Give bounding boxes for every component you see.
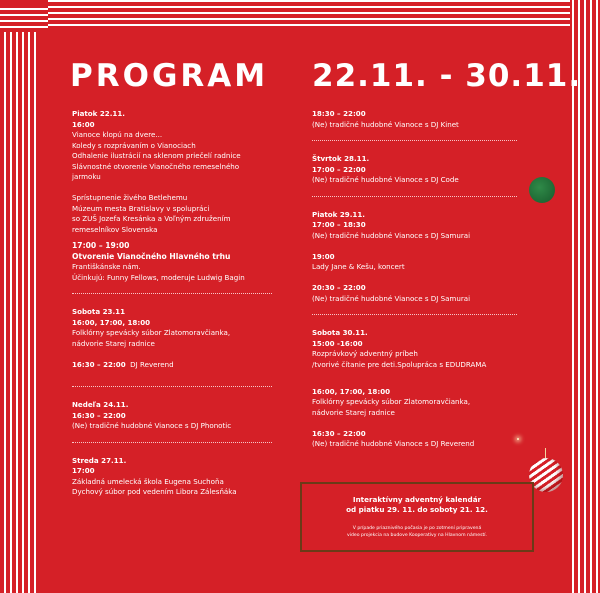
schedule-right-column — [312, 109, 532, 450]
event-line: Dychový súbor pod vedením Libora Zálesňáka — [72, 487, 237, 496]
date-range: 22.11. - 30.11. — [312, 58, 582, 94]
decor-stripe — [596, 0, 598, 593]
dotted-divider — [72, 386, 272, 388]
dotted-divider — [312, 140, 517, 142]
day-block-thu28 — [312, 154, 532, 186]
event-line: Františkánske nám. — [72, 262, 141, 271]
day-heading: Piatok 22.11. — [72, 109, 126, 118]
event-line: remeselníkov Slovenska — [72, 224, 158, 234]
decor-stripe — [4, 32, 6, 593]
event-line — [72, 360, 290, 371]
event-line: Folklórny spevácky súbor Zlatomoravčianka, — [72, 328, 231, 337]
dotted-divider — [312, 314, 517, 316]
decor-stripe — [16, 32, 18, 593]
event-line: Účinkujú: Funny Fellows, moderuje Ludwig Bagin — [72, 272, 245, 282]
event-time: 17:00 – 22:00 — [312, 164, 366, 174]
event-line: (Ne) tradičné hudobné Vianoce s DJ Reverend — [312, 439, 475, 448]
dotted-divider — [72, 442, 272, 444]
striped-ornament-icon — [529, 458, 563, 492]
event-line: Folklórny spevácky súbor Zlatomoravčianka, — [312, 397, 471, 406]
event-line: /tvorivé čítanie pre deti.Spolupráca s EDUDRAMA — [312, 359, 487, 369]
decor-stripe — [0, 26, 48, 28]
event-line: Rozprávkový adventný príbeh — [312, 349, 418, 358]
event-line: nádvorie Starej radnice — [312, 407, 395, 417]
day-heading: Sobota 23.11 — [72, 307, 126, 316]
advent-calendar-box — [300, 482, 534, 552]
event-line: Sprístupnenie živého Betlehemu — [72, 193, 188, 202]
event-time: 16:30 – 22:00 — [72, 410, 126, 420]
day-heading: Štvrtok 28.11. — [312, 154, 370, 163]
decor-stripe — [0, 14, 48, 16]
calendar-heading-line1: Interaktívny adventný kalendár — [352, 495, 482, 504]
event-line: jarmoku — [72, 172, 101, 181]
calendar-heading-line2: od piatku 29. 11. do soboty 21. 12. — [346, 505, 488, 514]
event-time: 17:00 – 19:00 — [72, 241, 130, 250]
calendar-heading — [302, 495, 532, 515]
event-line: so ZUŠ Jozefa Kresánka a Voľným združením — [72, 214, 231, 223]
decor-stripe — [0, 20, 48, 22]
event-line: Lady Jane & Kešu, koncert — [312, 262, 405, 271]
dotted-divider — [312, 196, 517, 198]
event-time: 18:30 – 22:00 — [312, 109, 366, 118]
calendar-note-line2: video projekcia na budove Kooperatívy na Hlavnom námestí. — [347, 533, 487, 538]
decor-stripe — [584, 0, 586, 593]
event-time: 16:30 – 22:00 — [72, 359, 126, 369]
decor-stripe — [0, 8, 48, 10]
day-block-sat30 — [312, 328, 532, 450]
event-line: (Ne) tradičné hudobné Vianoce s DJ Code — [312, 175, 459, 184]
event-line: Múzeum mesta Bratislavy v spolupráci — [72, 203, 210, 213]
calendar-note — [302, 525, 532, 539]
dotted-divider — [72, 293, 272, 295]
event-time: 16:30 – 22:00 — [312, 428, 366, 438]
decor-stripe — [48, 18, 570, 20]
day-block-sun24 — [72, 400, 290, 432]
event-line: (Ne) tradičné hudobné Vianoce s DJ Samurai — [312, 293, 471, 303]
day-block-fri22 — [72, 109, 290, 283]
event-line: Odhalenie ilustrácií na sklenom priečelí radnice — [72, 151, 241, 160]
green-ornament-icon — [529, 177, 555, 203]
sparkle-icon — [517, 438, 519, 440]
event-text: DJ Reverend — [130, 359, 174, 369]
event-line: (Ne) tradičné hudobné Vianoce s DJ Phonotic — [72, 421, 232, 430]
calendar-note-line1: V prípade priaznivého počasia je po zotmení pripravená — [352, 526, 482, 531]
decor-stripe — [48, 0, 570, 2]
event-time: 16:00 — [72, 119, 95, 129]
event-line: (Ne) tradičné hudobné Vianoce s DJ Samurai — [312, 230, 471, 240]
event-line: Koledy s rozprávaním o Vianociach — [72, 140, 196, 150]
event-time: 20:30 – 22:00 — [312, 283, 366, 292]
schedule-left-column — [72, 109, 290, 498]
event-time: 16:00, 17:00, 18:00 — [312, 386, 391, 396]
decor-stripe — [28, 32, 30, 593]
day-block-fri22-cont — [312, 109, 532, 130]
day-block-fri29 — [312, 210, 532, 305]
day-heading: Piatok 29.11. — [312, 209, 366, 219]
day-heading: Nedeľa 24.11. — [72, 400, 129, 409]
page-title: PROGRAM — [70, 58, 269, 94]
decor-stripe — [48, 6, 570, 8]
event-title: Otvorenie Vianočného Hlavného trhu — [72, 251, 231, 261]
decor-stripe — [48, 12, 570, 14]
day-block-wed27 — [72, 456, 290, 498]
event-time: 16:00, 17:00, 18:00 — [72, 317, 151, 327]
ornament-string — [545, 448, 546, 458]
event-line: Slávnostné otvorenie Vianočného remeselného — [72, 161, 240, 171]
decor-stripe — [10, 32, 12, 593]
event-line: nádvorie Starej radnice — [72, 338, 155, 348]
day-heading: Streda 27.11. — [72, 455, 127, 465]
event-line: Vianoce klopú na dvere... — [72, 130, 163, 139]
decor-stripe — [22, 32, 24, 593]
event-time: 17:00 – 18:30 — [312, 220, 366, 229]
decor-stripe — [34, 32, 36, 593]
event-line: (Ne) tradičné hudobné Vianoce s DJ Kinet — [312, 119, 459, 129]
day-heading: Sobota 30.11. — [312, 328, 368, 337]
event-time: 15:00 -16:00 — [312, 338, 363, 348]
event-time: 17:00 — [72, 466, 95, 475]
decor-stripe — [48, 24, 570, 26]
decor-stripe — [590, 0, 592, 593]
event-time: 19:00 — [312, 251, 335, 261]
event-line: Základná umelecká škola Eugena Suchoňa — [72, 476, 224, 486]
day-block-sat23 — [72, 307, 290, 370]
